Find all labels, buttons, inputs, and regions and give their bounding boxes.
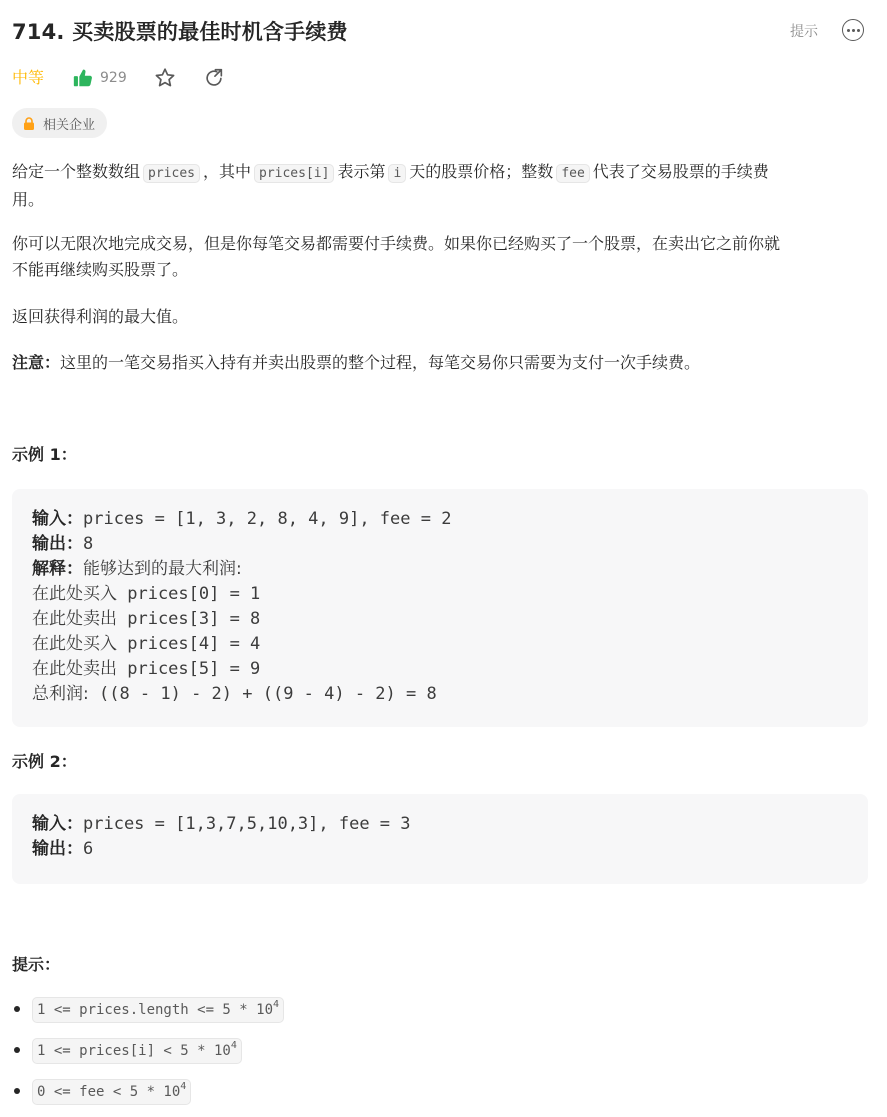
step-text: 在此处买入 bbox=[32, 584, 117, 604]
description-paragraph-2 bbox=[12, 231, 862, 283]
example-line bbox=[32, 632, 848, 657]
example-1-box bbox=[12, 489, 868, 727]
note-label: 注意： bbox=[12, 353, 61, 372]
note-paragraph bbox=[12, 350, 862, 376]
step-text: 在此处买入 bbox=[32, 634, 117, 654]
example-line bbox=[32, 682, 848, 707]
step-text: 在此处卖出 bbox=[32, 609, 117, 629]
example-2-title: 示例 2： bbox=[12, 752, 77, 771]
note-text: 这里的一笔交易指买入持有并卖出股票的整个过程，每笔交易你只需要为支付一次手续费。 bbox=[60, 353, 701, 372]
constraint-text: 1 <= prices.length <= 5 * 10 bbox=[37, 1002, 274, 1018]
desc-text: 你可以无限次地完成交易，但是你每笔交易都需要付手续费。如果你已经购买了一个股票，在卖出它之前你就 bbox=[12, 234, 781, 253]
constraint-code bbox=[32, 1079, 191, 1105]
output-value: 6 bbox=[83, 839, 94, 859]
star-icon[interactable] bbox=[153, 66, 177, 90]
constraints-title: 提示： bbox=[12, 955, 61, 974]
exponent: 4 bbox=[230, 1040, 237, 1051]
like-count: 929 bbox=[100, 70, 127, 86]
example-line bbox=[32, 557, 848, 582]
example-2-box bbox=[12, 794, 868, 884]
step-code: prices[5] = 9 bbox=[117, 659, 261, 679]
desc-text: 给定一个整数数组 bbox=[12, 162, 141, 181]
constraint-text: 0 <= fee < 5 * 10 bbox=[37, 1084, 181, 1100]
step-code: prices[4] = 4 bbox=[117, 634, 261, 654]
output-label: 输出： bbox=[32, 839, 83, 859]
title-row bbox=[12, 16, 868, 48]
bullet bbox=[14, 1047, 20, 1053]
input-value: prices = [1,3,7,5,10,3], fee = 3 bbox=[83, 814, 411, 834]
problem-title[interactable]: 714. 买卖股票的最佳时机含手续费 bbox=[12, 20, 348, 44]
exponent: 4 bbox=[180, 1081, 187, 1092]
description-paragraph-3: 返回获得利润的最大值。 bbox=[12, 307, 189, 326]
example-line bbox=[32, 607, 848, 632]
share-icon[interactable] bbox=[203, 67, 225, 89]
example-line bbox=[32, 657, 848, 682]
more-options-icon[interactable] bbox=[842, 19, 864, 41]
step-code: prices[0] = 1 bbox=[117, 584, 261, 604]
total-text: 总利润: bbox=[32, 684, 89, 704]
input-label: 输入： bbox=[32, 814, 83, 834]
exponent: 4 bbox=[273, 999, 280, 1010]
inline-code: i bbox=[388, 164, 406, 183]
example-line bbox=[32, 582, 848, 607]
list-item bbox=[12, 1034, 862, 1075]
desc-text: 不能再继续购买股票了。 bbox=[12, 260, 189, 279]
inline-code: prices[i] bbox=[254, 164, 334, 183]
example-line bbox=[32, 812, 848, 837]
constraint-code bbox=[32, 1038, 242, 1064]
list-item bbox=[12, 1075, 862, 1116]
desc-text: ，其中 bbox=[202, 162, 251, 181]
example-line bbox=[32, 507, 848, 532]
total-code: ((8 - 1) - 2) + ((9 - 4) - 2) = 8 bbox=[88, 684, 437, 704]
example-1-title: 示例 1： bbox=[12, 445, 77, 464]
inline-code: prices bbox=[143, 164, 200, 183]
related-companies-tag[interactable] bbox=[12, 108, 107, 138]
desc-text: 表示第 bbox=[337, 162, 386, 181]
list-item bbox=[12, 993, 862, 1034]
output-value: 8 bbox=[83, 534, 94, 554]
step-text: 在此处卖出 bbox=[32, 659, 117, 679]
meta-row bbox=[12, 64, 512, 92]
input-label: 输入： bbox=[32, 509, 83, 529]
inline-code: fee bbox=[556, 164, 589, 183]
example-line bbox=[32, 532, 848, 557]
difficulty-badge: 中等 bbox=[12, 68, 45, 87]
related-companies-label: 相关企业 bbox=[43, 117, 96, 133]
desc-text: 天的股票价格；整数 bbox=[409, 162, 554, 181]
constraint-text: 1 <= prices[i] < 5 * 10 bbox=[37, 1043, 231, 1059]
thumbs-up-icon bbox=[72, 67, 94, 89]
desc-text: 代表了交易股票的手续费 bbox=[592, 162, 769, 181]
bullet bbox=[14, 1006, 20, 1012]
lock-icon bbox=[23, 117, 35, 130]
description-paragraph-1 bbox=[12, 159, 862, 213]
constraints-list bbox=[12, 993, 862, 1116]
explain-label: 解释： bbox=[32, 559, 83, 579]
constraint-code bbox=[32, 997, 284, 1023]
input-value: prices = [1, 3, 2, 8, 4, 9], fee = 2 bbox=[83, 509, 452, 529]
like-button[interactable] bbox=[72, 65, 127, 91]
hint-link[interactable]: 提示 bbox=[790, 24, 818, 40]
step-code: prices[3] = 8 bbox=[117, 609, 261, 629]
example-line bbox=[32, 837, 848, 862]
bullet bbox=[14, 1088, 20, 1094]
explain-text: 能够达到的最大利润: bbox=[83, 559, 242, 579]
output-label: 输出： bbox=[32, 534, 83, 554]
desc-text: 用。 bbox=[12, 190, 45, 209]
